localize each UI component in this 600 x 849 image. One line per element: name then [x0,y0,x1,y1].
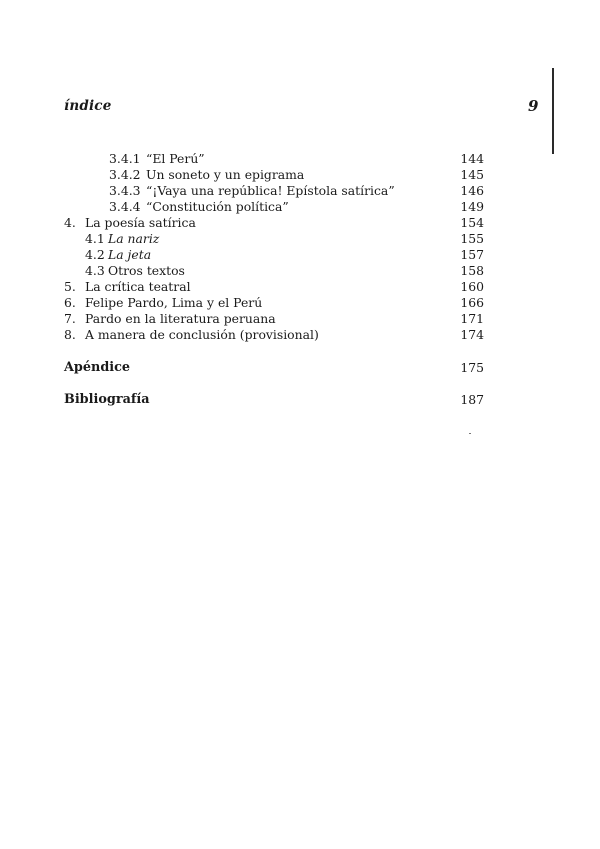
toc-entry-number: 4. [64,215,76,230]
toc-entry-title: Pardo en la literatura peruana [85,311,276,326]
toc-entry-number: 3.4.1 [109,151,141,166]
toc-entry-4-2 [0,247,600,263]
toc-bibliography-page: 187 [460,392,484,407]
margin-rule [552,68,554,154]
toc-entry-number: 6. [64,295,76,310]
toc-entry-title: La poesía satírica [85,215,196,230]
toc-entry-title: A manera de conclusión (provisional) [85,327,319,342]
toc-entry-page: 174 [460,327,484,342]
toc-entry-7 [0,311,600,327]
toc-entry-page: 149 [460,199,484,214]
toc-entry-page: 154 [460,215,484,230]
toc-entry-title: “¡Vaya una república! Epístola satírica” [146,183,395,198]
toc-entry-title: Un soneto y un epigrama [146,167,305,182]
toc-entry-number: 3.4.4 [109,199,141,214]
toc-entry-3-4-2 [0,167,600,183]
toc-entry-3-4-1 [0,151,600,167]
toc-entry-4-3 [0,263,600,279]
toc-entry-number: 8. [64,327,76,342]
toc-entry-page: 171 [460,311,484,326]
toc-entry-number: 4.2 [85,247,105,262]
toc-entry-page: 145 [460,167,484,182]
toc-entry-3-4-4 [0,199,600,215]
scan-speck [469,433,471,434]
toc-entry-title: La nariz [108,231,160,246]
toc-entry-title: “Constitución política” [146,199,289,214]
toc-entry-page: 155 [460,231,484,246]
toc-entry-number: 3.4.2 [109,167,141,182]
toc-entry-title: La crítica teatral [85,279,191,294]
toc-entry-title: Felipe Pardo, Lima y el Perú [85,295,263,310]
toc-entry-page: 157 [460,247,484,262]
page-number: 9 [528,97,539,115]
toc-entry-5 [0,279,600,295]
toc-entry-title: Otros textos [108,263,185,278]
toc-entry-page: 158 [460,263,484,278]
toc-entry-page: 160 [460,279,484,294]
toc-entry-title: “El Perú” [146,151,205,166]
toc-entry-number: 4.3 [85,263,105,278]
toc-entry-page: 146 [460,183,484,198]
toc-entry-6 [0,295,600,311]
toc-entry-8 [0,327,600,343]
toc-entry-number: 5. [64,279,76,294]
toc-entry-appendix [0,360,600,376]
toc-entry-bibliography [0,392,600,408]
table-of-contents [0,151,600,408]
toc-entry-number: 3.4.3 [109,183,141,198]
toc-appendix-page: 175 [460,360,484,375]
toc-entry-4 [0,215,600,231]
toc-bibliography-title: Bibliografía [64,392,150,407]
toc-entry-3-4-3 [0,183,600,199]
toc-appendix-title: Apéndice [64,360,131,375]
toc-entry-title: La jeta [108,247,152,262]
toc-entry-page: 144 [460,151,484,166]
toc-entry-number: 7. [64,311,76,326]
toc-entry-page: 166 [460,295,484,310]
toc-entry-4-1 [0,231,600,247]
running-head: índice [64,98,112,114]
toc-entry-number: 4.1 [85,231,105,246]
